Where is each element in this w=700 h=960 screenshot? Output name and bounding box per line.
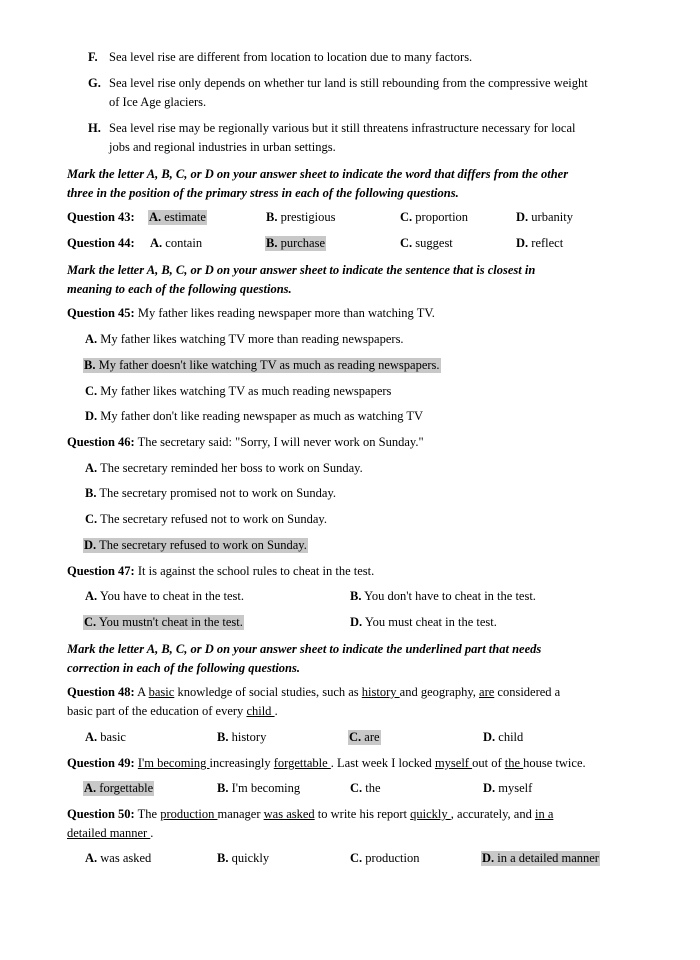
instruction-stress-2: three in the position of the primary stress in each of the following questions.: [67, 186, 459, 200]
q50-underline-a: was asked: [263, 807, 315, 821]
statement-f: F.: [88, 50, 98, 64]
q50-option-c[interactable]: C. production: [350, 851, 420, 865]
q47-option-b[interactable]: B. You don't have to cheat in the test.: [350, 589, 536, 603]
statement-h-line1: Sea level rise may be regionally various but it still threatens infrastructure necessary for local: [109, 121, 576, 135]
q43-option-d[interactable]: D. urbanity: [516, 210, 573, 224]
q49-underline-c: myself: [434, 756, 473, 770]
q44-option-d[interactable]: D. reflect: [516, 236, 564, 250]
q46-option-c[interactable]: C. The secretary refused not to work on Sunday.: [85, 512, 327, 526]
q45-option-a[interactable]: A. My father likes watching TV more than reading newspapers.: [85, 332, 404, 346]
q50-underline-b: quickly: [410, 807, 451, 821]
q48-option-d[interactable]: D. child: [483, 730, 524, 744]
q44-option-a[interactable]: A. contain: [150, 236, 203, 250]
instruction-closest-2: meaning to each of the following questions.: [67, 282, 292, 296]
statement-h-line2: jobs and regional industries in urban settings.: [109, 140, 336, 154]
q44-option-b[interactable]: B. purchase: [266, 236, 326, 250]
q48-underline-b: history: [361, 685, 400, 699]
q50-underline-d1: in a: [534, 807, 554, 821]
q47-stem: Question 47: It is against the school rules to cheat in the test.: [67, 564, 375, 578]
q43-option-c[interactable]: C. proportion: [400, 210, 469, 224]
q49-option-d[interactable]: D. myself: [483, 781, 533, 795]
q49-option-a[interactable]: A. forgettable: [84, 781, 154, 795]
q49-underline-b: forgettable: [273, 756, 331, 770]
q45-stem: Question 45: My father likes reading newspaper more than watching TV.: [67, 306, 435, 320]
q50-underline-c: production: [160, 807, 218, 821]
q43-label: Question 43:: [67, 210, 135, 224]
q48-option-c[interactable]: C. are: [349, 730, 380, 744]
q50-option-a[interactable]: A. was asked: [85, 851, 152, 865]
q45-option-c[interactable]: C. My father likes watching TV as much reading newspapers: [85, 384, 392, 398]
instruction-stress-1: Mark the letter A, B, C, or D on your answer sheet to indicate the word that differs from the other: [67, 167, 569, 181]
q45-option-b[interactable]: B. My father doesn't like watching TV as much as reading newspapers.: [84, 358, 440, 372]
q48-option-a[interactable]: A. basic: [85, 730, 126, 744]
instruction-correction-1: Mark the letter A, B, C, or D on your answer sheet to indicate the underlined part that needs: [67, 642, 542, 656]
q49-option-c[interactable]: C. the: [350, 781, 381, 795]
q48-underline-d: child: [246, 704, 275, 718]
q43-option-a[interactable]: A. estimate: [149, 210, 206, 224]
statement-f-text: Sea level rise are different from location to location due to many factors.: [109, 50, 473, 64]
q50-underline-d2: detailed manner: [67, 826, 151, 840]
instruction-closest-1: Mark the letter A, B, C, or D on your answer sheet to indicate the sentence that is closest in: [67, 263, 536, 277]
q48-underline-a: basic: [148, 685, 175, 699]
q50-stem-line2: detailed manner .: [67, 826, 154, 840]
q47-option-a[interactable]: A. You have to cheat in the test.: [85, 589, 245, 603]
q49-underline-d: the: [504, 756, 524, 770]
q48-stem-line1: Question 48: A basic knowledge of social studies, such as history and geography, are considered a: [67, 685, 561, 699]
q47-option-d[interactable]: D. You must cheat in the test.: [350, 615, 497, 629]
q44-option-c[interactable]: C. suggest: [400, 236, 453, 250]
q44-label: Question 44:: [67, 236, 135, 250]
statement-g-line2: of Ice Age glaciers.: [109, 95, 207, 109]
q46-option-b[interactable]: B. The secretary promised not to work on Sunday.: [85, 486, 337, 500]
q46-option-a[interactable]: A. The secretary reminded her boss to work on Sunday.: [85, 461, 363, 475]
q46-option-d[interactable]: D. The secretary refused to work on Sunday.: [84, 538, 307, 552]
q48-option-b[interactable]: B. history: [217, 730, 267, 744]
statement-g-letter: G.: [88, 76, 101, 90]
q49-underline-a: I'm becoming: [137, 756, 210, 770]
statement-h-letter: H.: [88, 121, 101, 135]
q50-option-d[interactable]: D. in a detailed manner: [482, 851, 599, 865]
q46-stem: Question 46: The secretary said: "Sorry, I will never work on Sunday.": [67, 435, 424, 449]
q48-underline-c: are: [479, 685, 495, 699]
q49-stem: Question 49: I'm becoming increasingly forgettable . Last week I locked myself out of the house twice.: [67, 756, 586, 770]
q50-option-b[interactable]: B. quickly: [217, 851, 270, 865]
q45-option-d[interactable]: D. My father don't like reading newspaper as much as watching TV: [85, 409, 424, 423]
q48-stem-line2: basic part of the education of every child .: [67, 704, 278, 718]
statement-g-line1: Sea level rise only depends on whether tur land is still rebounding from the compressive weight: [109, 76, 588, 90]
q49-option-b[interactable]: B. I'm becoming: [217, 781, 301, 795]
q47-option-c[interactable]: C. You mustn't cheat in the test.: [84, 615, 243, 629]
q43-option-b[interactable]: B. prestigious: [266, 210, 336, 224]
q50-stem-line1: Question 50: The production manager was asked to write his report quickly , accurately, and in a: [67, 807, 554, 821]
instruction-correction-2: correction in each of the following questions.: [67, 661, 301, 675]
